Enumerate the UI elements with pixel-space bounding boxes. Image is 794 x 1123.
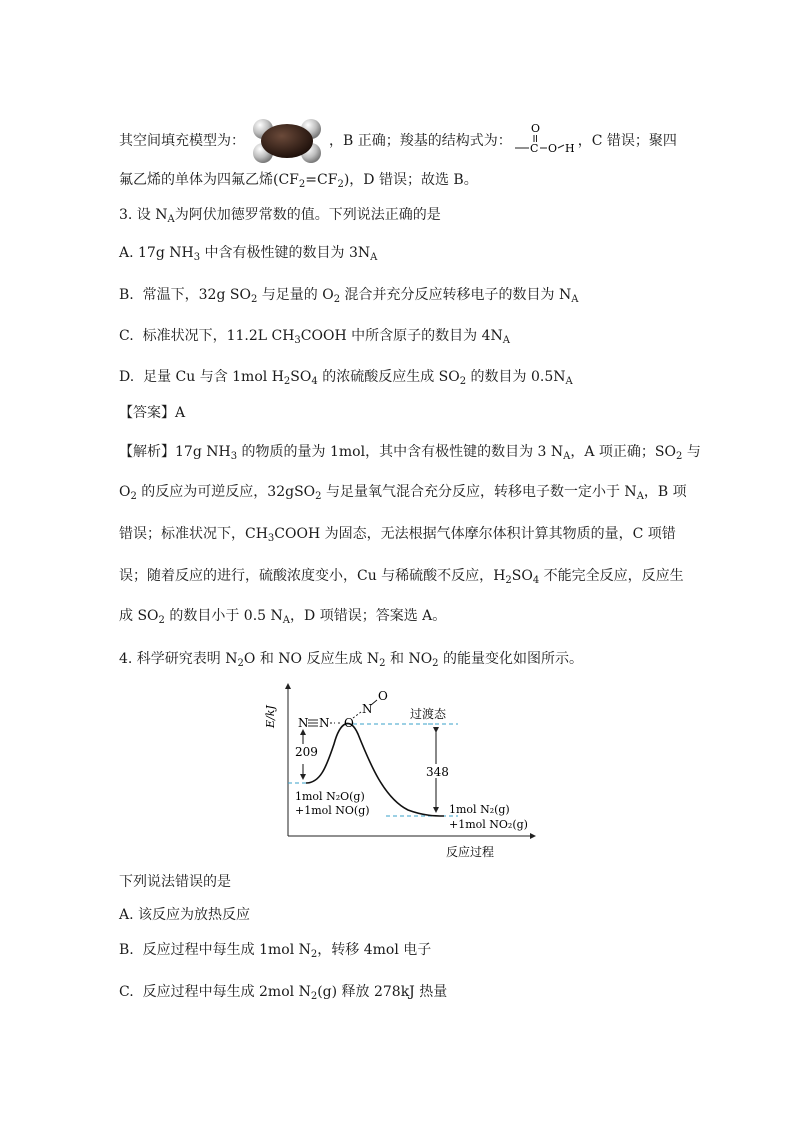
products-label-1: 1mol N₂(g) bbox=[449, 803, 510, 816]
text: 释放 278kJ 热量 bbox=[337, 984, 448, 1000]
subscript: 2 bbox=[310, 991, 318, 1002]
text: 与 bbox=[682, 444, 701, 460]
subscript: 2 bbox=[298, 179, 306, 190]
formula: NO bbox=[408, 651, 433, 667]
reactants-label-1: 1mol N₂O(g) bbox=[295, 790, 365, 803]
text: B. 常温下，32g bbox=[119, 287, 230, 303]
text: 其空间填充模型为： bbox=[119, 133, 245, 149]
line-2 bbox=[119, 170, 478, 190]
subscript: 2 bbox=[379, 658, 386, 669]
subscript: 2 bbox=[459, 376, 467, 387]
formula: N bbox=[298, 942, 311, 958]
y-axis-label: E/kJ bbox=[264, 705, 277, 728]
carboxyl-structure bbox=[514, 121, 576, 161]
subscript: 2 bbox=[237, 658, 244, 669]
subscript: 2 bbox=[315, 491, 322, 502]
text: 不能完全反应，反应生 bbox=[539, 568, 684, 584]
carboxyl-oh: O bbox=[547, 142, 557, 155]
subscript: A bbox=[636, 491, 644, 502]
space-filling-model-icon bbox=[251, 116, 323, 166]
q3-option-b bbox=[119, 285, 578, 305]
text: 与足量的 O bbox=[257, 287, 334, 303]
q3-option-c bbox=[119, 326, 510, 346]
q4-option-a: A. 该反应为放热反应 bbox=[119, 907, 251, 923]
subscript: A bbox=[167, 214, 175, 225]
carboxyl-c: C bbox=[529, 142, 539, 155]
q3-option-d bbox=[119, 367, 573, 387]
text: 为固态，无法根据气体摩尔体积计算其物质的量，C 项错 bbox=[320, 526, 676, 542]
text: 与足量氧气混合充分反应，转移电子数一定小于 N bbox=[321, 484, 637, 500]
carboxyl-o: O bbox=[530, 122, 540, 135]
text: 成 SO bbox=[119, 608, 159, 624]
q3-option-a bbox=[119, 243, 377, 263]
text: C. 标准状况下，11.2L bbox=[119, 328, 272, 344]
q4-prompt: 下列说法错误的是 bbox=[119, 874, 231, 890]
subscript: 2 bbox=[158, 615, 165, 626]
ts-label: 过渡态 bbox=[410, 707, 447, 721]
formula: CH bbox=[245, 526, 268, 542]
subscript: 2 bbox=[505, 575, 512, 586]
text: 中所含原子的数目为 4N bbox=[346, 328, 503, 344]
formula: SO bbox=[229, 287, 251, 303]
text: C. 反应过程中每生成 2mol bbox=[119, 984, 299, 1000]
text: ，转移 4mol 电子 bbox=[317, 942, 432, 958]
text: 中含有极性键的数目为 3N bbox=[200, 245, 371, 261]
equals: = bbox=[305, 172, 318, 188]
analysis-line-5 bbox=[119, 606, 446, 626]
text: 的数目小于 0.5 N bbox=[164, 608, 283, 624]
analysis-line-1 bbox=[119, 442, 701, 462]
formula: SO bbox=[511, 568, 533, 584]
subscript: 3 bbox=[267, 533, 275, 544]
subscript: 2 bbox=[333, 294, 341, 305]
ea-forward: 209 bbox=[295, 745, 318, 759]
q4-option-b bbox=[119, 940, 431, 960]
text: 4. 科学研究表明 bbox=[119, 651, 226, 667]
text: )，D 错误；故选 B。 bbox=[343, 172, 478, 188]
ts-o1: O bbox=[344, 716, 354, 730]
ts-n2: N bbox=[319, 716, 330, 730]
subscript: A bbox=[502, 335, 510, 346]
text: ，A 项正确；SO bbox=[570, 444, 676, 460]
text: ，B 项 bbox=[643, 484, 687, 500]
reactants-label-2: +1mol NO(g) bbox=[295, 804, 370, 817]
subscript: A bbox=[565, 376, 573, 387]
formula: CF bbox=[278, 172, 299, 188]
ts-n3: N bbox=[362, 702, 373, 716]
subscript: A bbox=[282, 615, 291, 626]
formula: SO bbox=[290, 369, 312, 385]
text: 的反应为可逆反应，32gSO bbox=[136, 484, 316, 500]
subscript: A bbox=[571, 294, 579, 305]
subscript: A bbox=[370, 252, 378, 263]
formula: O bbox=[119, 484, 131, 500]
ts-o2: O bbox=[378, 689, 388, 703]
carboxyl-h: H bbox=[564, 142, 575, 155]
subscript: 2 bbox=[337, 179, 344, 190]
text: 混合并充分反应转移电子的数目为 N bbox=[340, 287, 572, 303]
q4-stem bbox=[119, 649, 583, 669]
text: D. 足量 Cu 与含 1mol bbox=[119, 369, 272, 385]
text: A. 17g bbox=[119, 245, 170, 261]
subscript: 3 bbox=[294, 335, 301, 346]
formula: N bbox=[298, 984, 311, 1000]
text: 的物质的量为 1mol，其中含有极性键的数目为 3 N bbox=[237, 444, 564, 460]
text: 的数目为 0.5N bbox=[466, 369, 566, 385]
formula: H bbox=[271, 369, 284, 385]
text: ，B 正确；羧基的结构式为： bbox=[329, 133, 512, 149]
ea-reverse: 348 bbox=[426, 765, 449, 779]
subscript: 2 bbox=[432, 658, 439, 669]
formula: COOH bbox=[300, 328, 347, 344]
text: 和 NO 反应生成 N bbox=[255, 651, 380, 667]
formula: COOH bbox=[274, 526, 321, 542]
line-1 bbox=[119, 116, 677, 166]
subscript: A bbox=[563, 451, 571, 462]
text: 【解析】17g bbox=[119, 444, 207, 460]
q4-option-c bbox=[119, 982, 447, 1002]
subscript: 2 bbox=[283, 376, 291, 387]
energy-diagram bbox=[258, 680, 538, 862]
text: 的能量变化如图所示。 bbox=[438, 651, 583, 667]
formula: CF bbox=[317, 172, 338, 188]
subscript: 2 bbox=[676, 451, 683, 462]
subscript: 4 bbox=[532, 575, 540, 586]
text: 氟乙烯的单体为四氟乙烯( bbox=[119, 172, 279, 188]
text: 误；随着反应的进行，硫酸浓度变小，Cu 与稀硫酸不反应， bbox=[119, 568, 494, 584]
formula: NH bbox=[206, 444, 231, 460]
phase: (g) bbox=[317, 984, 338, 1000]
text: ，D 项错误；答案选 A。 bbox=[290, 608, 447, 624]
formula: NH bbox=[169, 245, 194, 261]
subscript: 4 bbox=[311, 376, 318, 387]
subscript: 2 bbox=[310, 949, 318, 960]
text: 和 bbox=[385, 651, 409, 667]
subscript: 3 bbox=[230, 451, 238, 462]
analysis-line-2 bbox=[119, 482, 687, 502]
ts-n1: N bbox=[298, 716, 309, 730]
text: 为阿伏加德罗常数的值。下列说法正确的是 bbox=[174, 207, 441, 223]
analysis-line-3 bbox=[119, 524, 676, 544]
text: 错误；标准状况下， bbox=[119, 526, 245, 542]
q3-stem bbox=[119, 205, 441, 225]
formula: CH bbox=[271, 328, 295, 344]
analysis-line-4 bbox=[119, 566, 684, 586]
formula: H bbox=[493, 568, 506, 584]
formula: N bbox=[225, 651, 238, 667]
subscript: 3 bbox=[193, 252, 201, 263]
subscript: 2 bbox=[250, 294, 258, 305]
text: ，C 错误；聚四 bbox=[577, 133, 677, 149]
subscript: 2 bbox=[130, 491, 137, 502]
text: B. 反应过程中每生成 1mol bbox=[119, 942, 299, 958]
formula: O bbox=[243, 651, 256, 667]
text: 的浓硫酸反应生成 SO bbox=[317, 369, 460, 385]
x-axis-label: 反应过程 bbox=[446, 845, 495, 859]
text: 3. 设 N bbox=[119, 207, 168, 223]
answer: 【答案】A bbox=[119, 405, 186, 421]
products-label-2: +1mol NO₂(g) bbox=[449, 818, 528, 831]
